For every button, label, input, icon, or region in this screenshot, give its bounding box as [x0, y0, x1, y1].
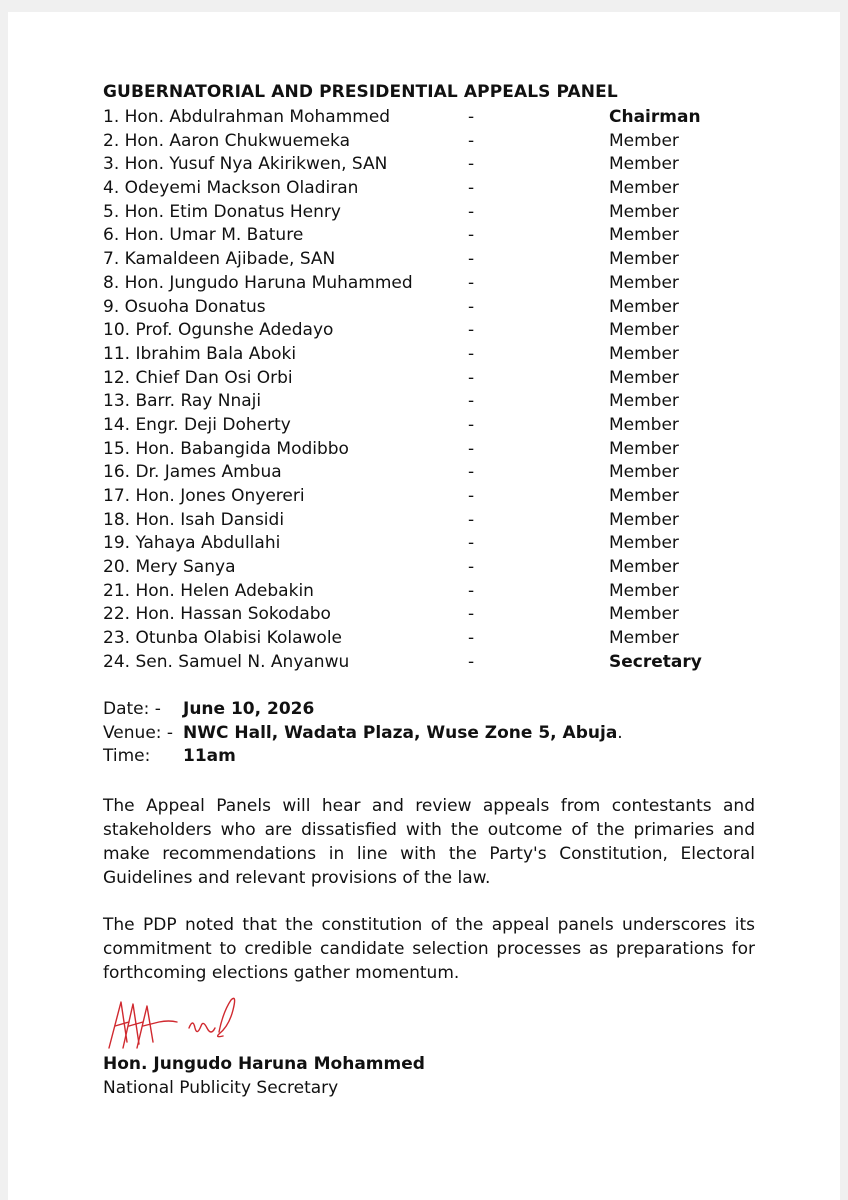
member-separator: -	[468, 533, 475, 554]
member-row	[103, 390, 743, 414]
member-separator: -	[468, 178, 475, 199]
member-role: Member	[609, 272, 679, 293]
member-separator: -	[468, 414, 475, 435]
time-value: 11am	[183, 746, 236, 766]
member-separator: -	[468, 201, 475, 222]
member-role: Member	[609, 320, 679, 341]
member-name: 9. Osuoha Donatus	[103, 296, 266, 317]
member-separator: -	[468, 509, 475, 530]
member-role: Member	[609, 580, 679, 601]
signatory-title: National Publicity Secretary	[103, 1078, 339, 1098]
member-name: 24. Sen. Samuel N. Anyanwu	[103, 651, 350, 672]
member-row	[103, 532, 743, 556]
member-separator: -	[468, 249, 475, 270]
member-role: Member	[609, 462, 679, 483]
member-role: Member	[609, 367, 679, 388]
member-role: Member	[609, 225, 679, 246]
member-separator: -	[468, 343, 475, 364]
member-name: 10. Prof. Ogunshe Adedayo	[103, 320, 334, 341]
members-list	[103, 106, 743, 675]
paragraph-pdp: The PDP noted that the constitution of the appeal panels underscores its commitment to credible candidate selection processes as preparations for forthcoming elections gather momentum.	[103, 915, 755, 983]
panel-title: GUBERNATORIAL AND PRESIDENTIAL APPEALS PANEL	[103, 82, 618, 102]
member-role: Member	[609, 509, 679, 530]
member-name: 4. Odeyemi Mackson Oladiran	[103, 178, 359, 199]
member-separator: -	[468, 628, 475, 649]
member-role: Member	[609, 414, 679, 435]
member-name: 12. Chief Dan Osi Orbi	[103, 367, 293, 388]
member-separator: -	[468, 225, 475, 246]
date-label: Date: -	[103, 699, 161, 719]
member-row	[103, 343, 743, 367]
member-row	[103, 153, 743, 177]
member-name: 20. Mery Sanya	[103, 557, 236, 578]
member-separator: -	[468, 438, 475, 459]
member-role: Member	[609, 178, 679, 199]
date-value: June 10, 2026	[183, 699, 315, 719]
member-name: 14. Engr. Deji Doherty	[103, 414, 291, 435]
member-separator: -	[468, 486, 475, 506]
member-name: 21. Hon. Helen Adebakin	[103, 580, 314, 601]
member-row	[103, 603, 743, 627]
member-role: Member	[609, 296, 679, 317]
member-row	[103, 319, 743, 343]
member-row	[103, 556, 743, 580]
member-row	[103, 177, 743, 201]
member-name: 13. Barr. Ray Nnaji	[103, 391, 262, 412]
member-role: Chairman	[609, 107, 701, 127]
member-role: Member	[609, 486, 679, 506]
member-row	[103, 296, 743, 320]
member-separator: -	[468, 462, 475, 483]
time-label: Time:	[103, 746, 151, 766]
member-row	[103, 509, 743, 533]
member-row	[103, 224, 743, 248]
member-row	[103, 130, 743, 154]
member-row	[103, 438, 743, 462]
member-role: Member	[609, 604, 679, 625]
venue-suffix: .	[617, 722, 623, 743]
signatory-name: Hon. Jungudo Haruna Mohammed	[103, 1054, 425, 1074]
member-name: 8. Hon. Jungudo Haruna Muhammed	[103, 272, 413, 293]
member-separator: -	[468, 557, 475, 578]
signature-icon	[103, 992, 253, 1056]
member-name: 19. Yahaya Abdullahi	[103, 533, 281, 554]
member-separator: -	[468, 154, 475, 175]
venue-value: NWC Hall, Wadata Plaza, Wuse Zone 5, Abuja	[183, 722, 618, 743]
member-role: Member	[609, 533, 679, 554]
member-name: 22. Hon. Hassan Sokodabo	[103, 604, 331, 625]
member-name: 15. Hon. Babangida Modibbo	[103, 438, 349, 459]
member-row	[103, 580, 743, 604]
member-row	[103, 461, 743, 485]
member-row	[103, 201, 743, 225]
member-name: 17. Hon. Jones Onyereri	[103, 486, 305, 506]
member-row	[103, 367, 743, 391]
member-name: 3. Hon. Yusuf Nya Akirikwen, SAN	[103, 154, 388, 175]
member-separator: -	[468, 320, 475, 341]
member-separator: -	[468, 107, 475, 127]
member-name: 6. Hon. Umar M. Bature	[103, 225, 304, 246]
member-role: Member	[609, 557, 679, 578]
member-name: 1. Hon. Abdulrahman Mohammed	[103, 107, 391, 127]
venue-value-wrap	[183, 722, 623, 746]
member-name: 5. Hon. Etim Donatus Henry	[103, 201, 341, 222]
venue-label: Venue: -	[103, 722, 174, 743]
member-name: 16. Dr. James Ambua	[103, 462, 282, 483]
member-role: Member	[609, 438, 679, 459]
member-row	[103, 248, 743, 272]
member-role: Secretary	[609, 651, 702, 672]
paragraph-appeals: The Appeal Panels will hear and review appeals from contestants and stakeholders who are dissatisfied with the outcome of the primaries and make recommendations in line with the Party's Constitution, Electoral Guidelines and relevant provisions of the law.	[103, 796, 755, 888]
member-role: Member	[609, 154, 679, 175]
member-name: 2. Hon. Aaron Chukwuemeka	[103, 130, 351, 151]
member-separator: -	[468, 604, 475, 625]
member-name: 18. Hon. Isah Dansidi	[103, 509, 285, 530]
member-role: Member	[609, 343, 679, 364]
member-name: 23. Otunba Olabisi Kolawole	[103, 628, 342, 649]
member-separator: -	[468, 296, 475, 317]
member-separator: -	[468, 651, 475, 672]
member-row	[103, 414, 743, 438]
member-name: 11. Ibrahim Bala Aboki	[103, 343, 297, 364]
member-separator: -	[468, 130, 475, 151]
member-separator: -	[468, 272, 475, 293]
member-row	[103, 485, 743, 509]
member-row	[103, 627, 743, 651]
member-row	[103, 106, 743, 130]
member-role: Member	[609, 391, 679, 412]
member-role: Member	[609, 249, 679, 270]
member-name: 7. Kamaldeen Ajibade, SAN	[103, 249, 336, 270]
member-role: Member	[609, 628, 679, 649]
member-separator: -	[468, 580, 475, 601]
member-separator: -	[468, 391, 475, 412]
document-page	[8, 12, 840, 1200]
member-row	[103, 651, 743, 675]
member-separator: -	[468, 367, 475, 388]
member-row	[103, 272, 743, 296]
member-role: Member	[609, 201, 679, 222]
member-role: Member	[609, 130, 679, 151]
